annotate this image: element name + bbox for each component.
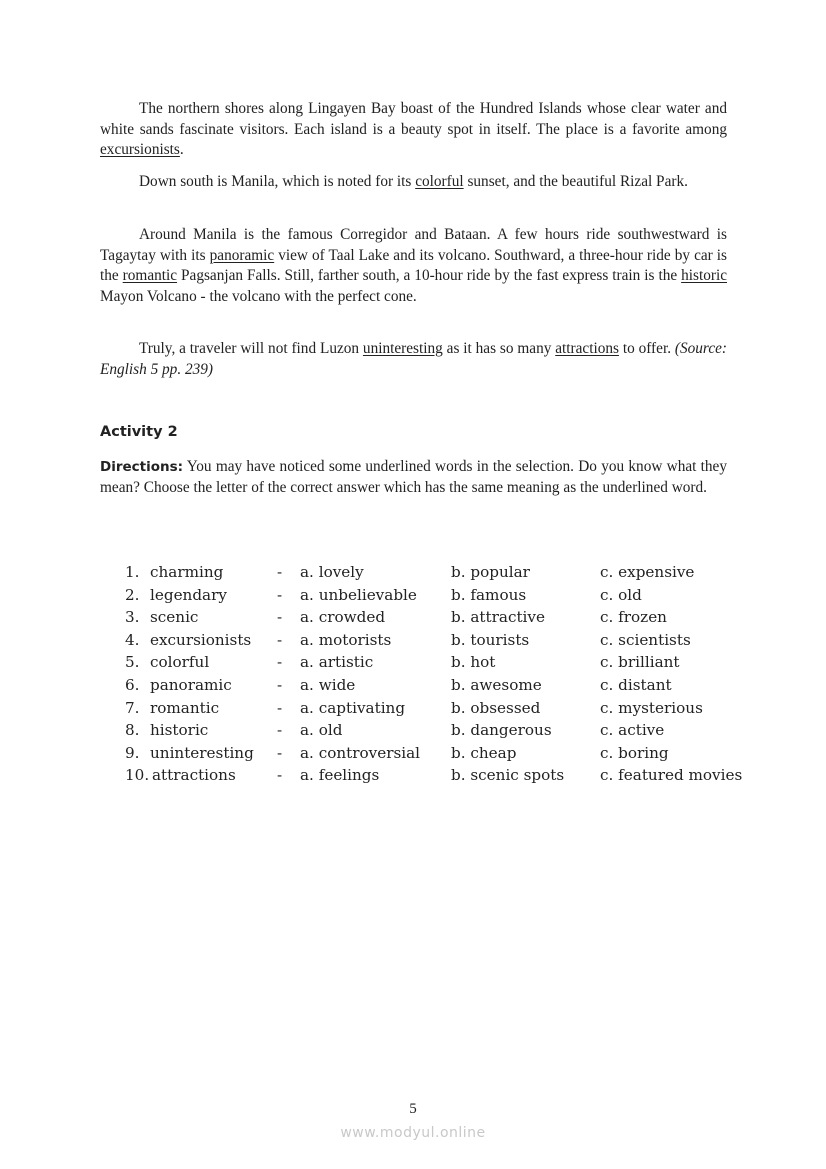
text: Truly, a traveler will not find Luzon (139, 340, 363, 357)
list-item (0, 606, 826, 629)
choice-b: b. cheap (451, 743, 517, 762)
item-number: 5. (125, 653, 140, 672)
choice-a: a. unbelievable (300, 585, 417, 604)
underlined-word: panoramic (209, 246, 275, 264)
item-number: 4. (125, 630, 140, 649)
choice-a: a. old (300, 721, 343, 740)
underlined-word: excursionists (100, 141, 180, 159)
list-item (0, 697, 826, 720)
paragraph-around-manila (100, 225, 727, 308)
choice-a: a. crowded (300, 608, 386, 627)
choice-a: a. wide (300, 675, 356, 694)
item-word: excursionists (150, 630, 252, 649)
choice-b: b. obsessed (451, 698, 541, 717)
paragraph-manila (100, 172, 727, 193)
choice-a: a. lovely (300, 563, 364, 581)
item-word: historic (150, 721, 209, 740)
item-dash: - (277, 675, 283, 694)
watermark: www.modyul.online (340, 1125, 486, 1141)
choice-b: b. popular (451, 563, 530, 581)
underlined-word: colorful (415, 173, 464, 190)
directions (100, 457, 727, 498)
item-number: 7. (125, 698, 140, 717)
item-dash: - (277, 698, 283, 717)
text: Pagsanjan Falls. Still, farther south, a 10-hour ride by the fast express train is the (177, 267, 682, 285)
choice-c: c. boring (600, 743, 669, 762)
item-dash: - (277, 608, 283, 627)
vocabulary-items-list (0, 561, 826, 787)
list-item (0, 719, 826, 742)
item-dash: - (277, 630, 283, 649)
choice-c: c. old (600, 585, 642, 604)
choice-b: b. attractive (451, 608, 545, 627)
directions-label: Directions: (100, 459, 184, 475)
choice-a: a. motorists (300, 630, 392, 649)
text: The northern shores along Lingayen Bay boast of the Hundred Islands whose clear water and white sands fascinate visitors. Each island is a beauty spot in itself. The place is a favorite among (100, 100, 727, 138)
choice-c: c. mysterious (600, 698, 703, 717)
list-item (0, 629, 826, 652)
item-word: attractions (152, 766, 236, 785)
choice-c: c. scientists (600, 630, 691, 649)
page-number: 5 (409, 1101, 417, 1117)
paragraph-conclusion (100, 339, 727, 380)
list-item (0, 561, 826, 584)
activity-title: Activity 2 (100, 424, 178, 440)
item-word: colorful (150, 653, 210, 672)
item-number: 1. (125, 563, 140, 581)
choice-b: b. famous (451, 585, 527, 604)
source-citation: (Source: English 5 pp. 239) (100, 340, 727, 378)
choice-b: b. hot (451, 653, 496, 672)
item-dash: - (277, 721, 283, 740)
underlined-word: attractions (555, 340, 619, 357)
item-word: romantic (150, 698, 220, 717)
text: sunset, and the beautiful Rizal Park. (463, 173, 688, 190)
item-word: scenic (150, 608, 199, 627)
choice-a: a. controversial (300, 743, 421, 762)
item-number: 10. (125, 766, 150, 785)
list-item (0, 651, 826, 674)
choice-c: c. distant (600, 675, 672, 694)
underlined-word: uninteresting (362, 340, 443, 357)
choice-b: b. tourists (451, 630, 530, 649)
item-dash: - (277, 653, 283, 672)
list-item (0, 584, 826, 607)
choice-c: c. active (600, 721, 665, 740)
choice-c: c. featured movies (600, 766, 743, 785)
text: . (179, 141, 184, 159)
item-number: 2. (125, 585, 140, 604)
item-dash: - (277, 766, 283, 785)
underlined-word: romantic (122, 267, 178, 285)
text: as it has so many (442, 340, 556, 357)
item-word: legendary (150, 585, 227, 604)
choice-c: c. expensive (600, 563, 695, 581)
text: to offer. (618, 340, 675, 357)
item-number: 8. (125, 721, 140, 740)
choice-a: a. artistic (300, 653, 374, 672)
item-dash: - (277, 563, 283, 581)
choice-a: a. captivating (300, 698, 406, 717)
item-number: 3. (125, 608, 140, 627)
text: Around Manila is the famous Corregidor and Bataan. A few hours ride southwestward is Tagaytay with its (100, 226, 727, 264)
choice-b: b. dangerous (451, 721, 552, 740)
choice-b: b. awesome (451, 675, 542, 694)
choice-b: b. scenic spots (451, 766, 565, 785)
list-item (0, 742, 826, 765)
item-word: uninteresting (150, 743, 254, 762)
choice-c: c. brilliant (600, 653, 680, 672)
text: Mayon Volcano - the volcano with the perfect cone. (100, 288, 417, 306)
text: view of Taal Lake and its volcano. Southward, a three-hour ride by car is the (100, 246, 727, 285)
directions-text: You may have noticed some underlined words in the selection. Do you know what they mean? Choose the letter of the correct answer which has the same meaning as the underlined word. (100, 458, 727, 496)
item-word: charming (150, 563, 224, 581)
item-dash: - (277, 585, 283, 604)
item-word: panoramic (150, 675, 232, 694)
item-dash: - (277, 743, 283, 762)
text: Down south is Manila, which is noted for its (139, 173, 416, 190)
paragraph-hundred-islands (100, 99, 727, 161)
list-item (0, 674, 826, 697)
choice-a: a. feelings (300, 766, 380, 785)
list-item (0, 764, 826, 787)
underlined-word: historic (681, 267, 727, 285)
item-number: 9. (125, 743, 140, 762)
choice-c: c. frozen (600, 608, 667, 627)
item-number: 6. (125, 675, 140, 694)
